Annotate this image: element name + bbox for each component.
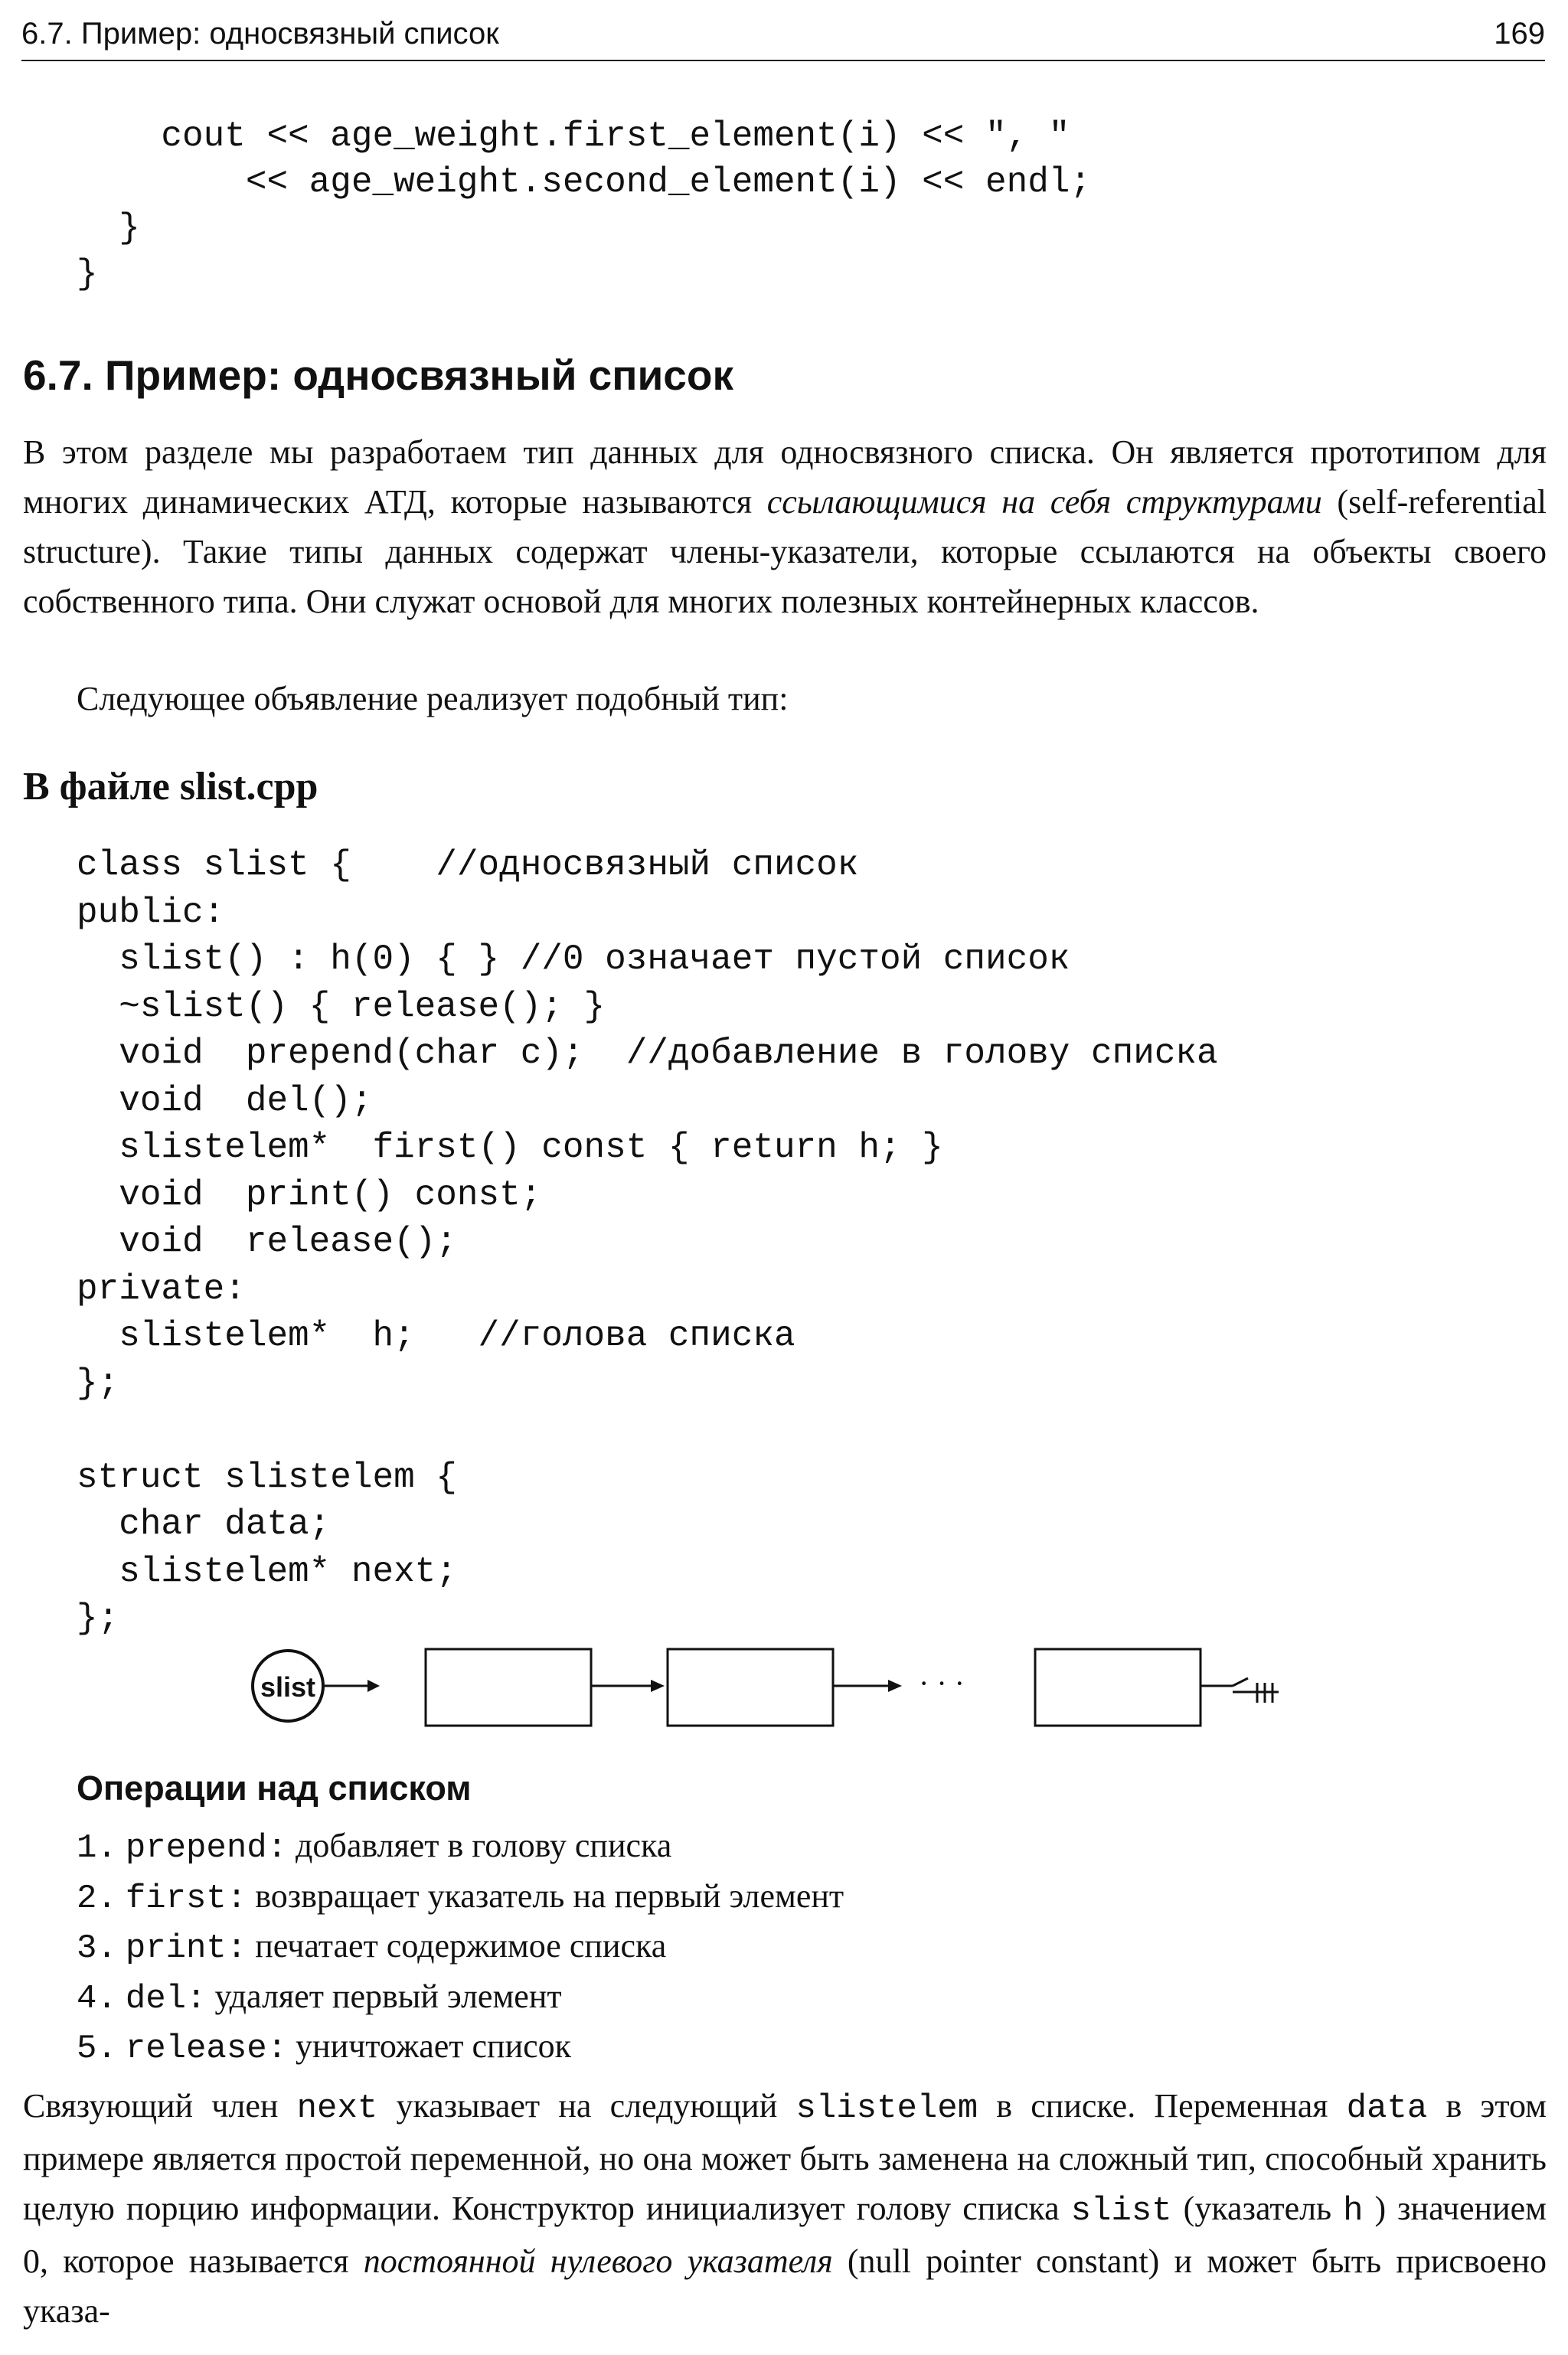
section-heading: 6.7. Пример: односвязный список <box>23 351 734 399</box>
list-node-last <box>1035 1649 1200 1726</box>
item-text: удаляет первый элемент <box>206 1977 562 2015</box>
item-keyword: print: <box>125 1929 247 1968</box>
intro-paragraph <box>23 427 1547 626</box>
slist-head-label: slist <box>260 1671 316 1703</box>
list-item <box>77 2023 844 2073</box>
null-terminator-icon <box>1200 1678 1279 1703</box>
item-text: уничтожает список <box>287 2027 572 2065</box>
code-block-previous: cout << age_weight.first_element(i) << ", " << age_weight.second_element(i) << endl; } } <box>77 116 1092 294</box>
running-header <box>21 14 1545 61</box>
item-keyword: first: <box>125 1879 247 1918</box>
item-number: 1. <box>77 1829 117 1867</box>
file-heading: В файле slist.cpp <box>23 765 318 808</box>
slist-head-node <box>253 1651 323 1721</box>
intro-text-1: В этом разделе мы разработаем тип данных для односвязного списка. Он является прототипом для многих динамических АТД, которые называются <box>23 433 1547 521</box>
item-number: 2. <box>77 1879 117 1918</box>
ellipsis: · · · <box>919 1666 965 1700</box>
item-text: печатает содержимое списка <box>247 1927 667 1965</box>
list-item <box>77 1973 844 2023</box>
p3-text-1: Связующий член <box>23 2087 297 2125</box>
linked-list-diagram <box>245 1638 1332 1738</box>
item-keyword: prepend: <box>125 1829 288 1867</box>
intro-text-2: (self-referential structure). Такие типы данных содержат члены-указатели, которые ссылаются на объекты своего собственного типа. Они служат основой для многих полезных контейнерных классов. <box>23 483 1547 620</box>
p3-text-4: в этом примере является простой переменной, но она может быть заменена на сложный тип, способный хранить целую порцию информации. Конструктор инициализует голову списка <box>23 2087 1547 2227</box>
item-text: добавляет в голову списка <box>287 1827 672 1864</box>
item-keyword: release: <box>125 2030 288 2068</box>
list-node-2 <box>668 1649 833 1726</box>
operations-heading: Операции над списком <box>77 1769 472 1808</box>
p3-term: постоянной нулевого указателя <box>363 2242 833 2280</box>
item-keyword: del: <box>125 1979 207 2018</box>
page-number: 169 <box>1494 17 1545 51</box>
p3-text-5: (указатель <box>1171 2190 1344 2227</box>
item-number: 3. <box>77 1929 117 1968</box>
declaration-paragraph: Следующее объявление реализует подобный тип: <box>77 680 789 717</box>
p3-code-slist: slist <box>1070 2192 1172 2230</box>
p3-text-6: ) значением 0, которое называется <box>23 2190 1547 2280</box>
item-number: 5. <box>77 2030 117 2068</box>
item-text: возвращает указатель на первый элемент <box>247 1876 844 1915</box>
p3-code-slistelem: slistelem <box>795 2089 978 2128</box>
code-block-slist: class slist { //односвязный список public: slist() : h(0) { } //0 означает пустой список ~slist() { release(); } void prepend(char c); //добавление в голову списка void del(); slistelem* first() const { return h; } void print() const; void release(); private: slistelem* h; //голова списка }; struct slistelem { char data; slistelem* next; }; <box>77 845 1218 1638</box>
intro-term: ссылающимися на себя структурами <box>766 483 1322 521</box>
arrow-node2-to-ellipsis <box>833 1680 902 1692</box>
p3-text-3: в списке. Переменная <box>978 2087 1347 2125</box>
item-number: 4. <box>77 1979 117 2018</box>
header-title: 6.7. Пример: односвязный список <box>21 17 499 51</box>
p3-code-data: data <box>1346 2089 1428 2128</box>
arrow-head-to-node1 <box>323 1680 380 1692</box>
p3-code-h: h <box>1343 2192 1364 2230</box>
p3-code-next: next <box>296 2089 378 2128</box>
closing-paragraph <box>23 2081 1547 2336</box>
p3-text-7: (null pointer constant) и может быть присвоено указа- <box>23 2242 1547 2330</box>
list-item <box>77 1873 844 1923</box>
list-item <box>77 1822 844 1873</box>
list-node-1 <box>426 1649 591 1726</box>
p3-text-2: указывает на следующий <box>377 2087 796 2125</box>
operations-list <box>77 1822 844 2073</box>
arrow-node1-to-node2 <box>591 1680 665 1692</box>
list-item <box>77 1922 844 1973</box>
